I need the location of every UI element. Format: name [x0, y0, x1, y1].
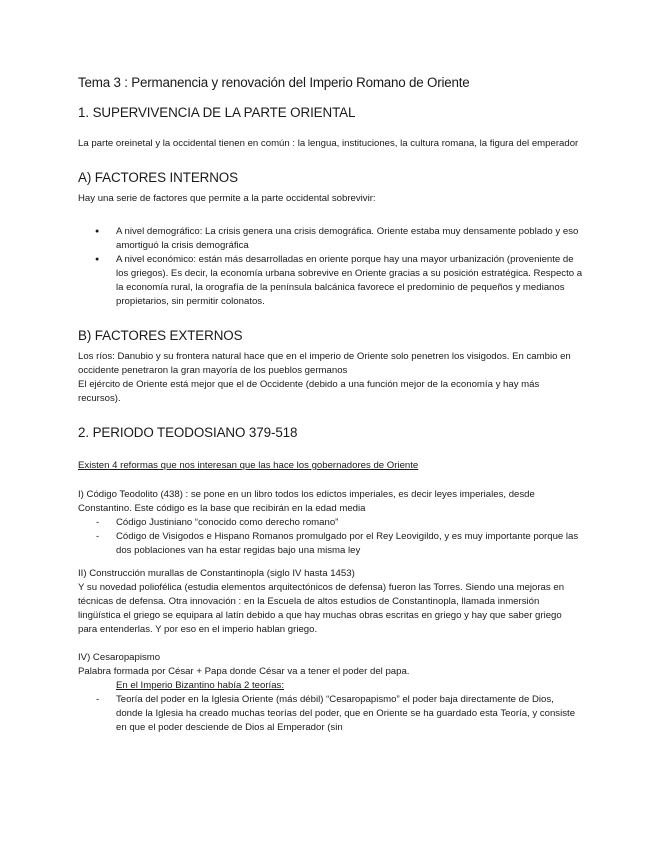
reform-2-text: Y su novedad poliofélica (estudia elementos arquitectónicos de defensa) fueron las Torres. Siendo una mejoras en técnicas de defensa. Otra innovación : en la Escuela de altos estudios de Constantinopla, llamada inmersión lingüística el griego se equipara al latín debido a que hay muchas obras escritas en griego y hay que saber griego para entenderlas. Y por eso en el imperio hablan griego.	[78, 582, 565, 635]
section-1-paragraph: La parte oreinetal y la occidental tienen en común : la lengua, instituciones, la cultura romana, la figura del emperador	[78, 138, 579, 149]
factores-internos-intro: Hay una serie de factores que permite a la parte occidental sobrevivir:	[78, 193, 376, 204]
reform-1-list	[78, 516, 583, 558]
section-2-heading: 2. PERIODO TEODOSIANO 379-518	[78, 425, 298, 440]
list-item: - Teoría del poder en la Iglesia Oriente (más débil) “Cesaropapismo” el poder baja directamente de Dios, donde la Iglesia ha creado muchas teorías del poder, que en Oriente se ha guardado esta Teoría, y consiste en que el poder desciende de Dios al Emperador (sin	[78, 693, 583, 735]
factores-externos-paragraph-2: El ejército de Oriente está mejor que el de Occidente (debido a una función mejor de la economía y hay más recursos).	[78, 379, 540, 404]
reform-4-subheading: En el Imperio Bizantino había 2 teorías:	[116, 680, 284, 691]
section-1-heading: 1. SUPERVIVENCIA DE LA PARTE ORIENTAL	[78, 105, 356, 120]
factores-externos-paragraph-1: Los ríos: Danubio y su frontera natural hace que en el imperio de Oriente solo penetren los visigodos. En cambio en occidente penetraron la gran mayoría de los pueblos germanos	[78, 351, 571, 376]
reform-4-list	[78, 693, 583, 735]
list-item: - Código Justiniano “conocido como derecho romano”	[78, 516, 583, 530]
list-item: ● A nivel demográfico: La crisis genera una crisis demográfica. Oriente estaba muy densamente poblado y eso amortiguó la crisis demográfica	[78, 225, 583, 253]
factores-internos-heading: A) FACTORES INTERNOS	[78, 170, 238, 185]
reform-1-text: I) Código Teodolito (438) : se pone en un libro todos los edictos imperiales, es decir leyes imperiales, desde Constantino. Este código es la base que recibirán en la edad media	[78, 489, 535, 514]
reform-4-text: Palabra formada por César + Papa donde César va a tener el poder del papa.	[78, 666, 410, 677]
list-item: ● A nivel económico: están más desarrolladas en oriente porque hay una mayor urbanización (proveniente de los griegos). Es decir, la economía urbana sobrevive en Oriente gracias a su posición estratégica. Respecto a la economía rural, la orografía de la península balcánica favorece el predominio de pequeños y medianos propietarios, sin permitir colonatos.	[78, 253, 583, 309]
list-item: - Código de Visigodos e Hispano Romanos promulgado por el Rey Leovigildo, y es muy importante porque las dos poblaciones van ha estar regidas bajo una misma ley	[78, 530, 583, 558]
factores-externos-heading: B) FACTORES EXTERNOS	[78, 328, 243, 343]
factores-internos-list	[78, 225, 583, 309]
reform-4-heading: IV) Cesaropapismo	[78, 652, 161, 663]
document-title: Tema 3 : Permanencia y renovación del Imperio Romano de Oriente	[78, 75, 470, 90]
section-2-subtitle: Existen 4 reformas que nos interesan que las hace los gobernadores de Oriente	[78, 460, 419, 471]
reform-2-heading: II) Construcción murallas de Constantinopla (siglo IV hasta 1453)	[78, 568, 355, 579]
document-page	[78, 75, 583, 744]
